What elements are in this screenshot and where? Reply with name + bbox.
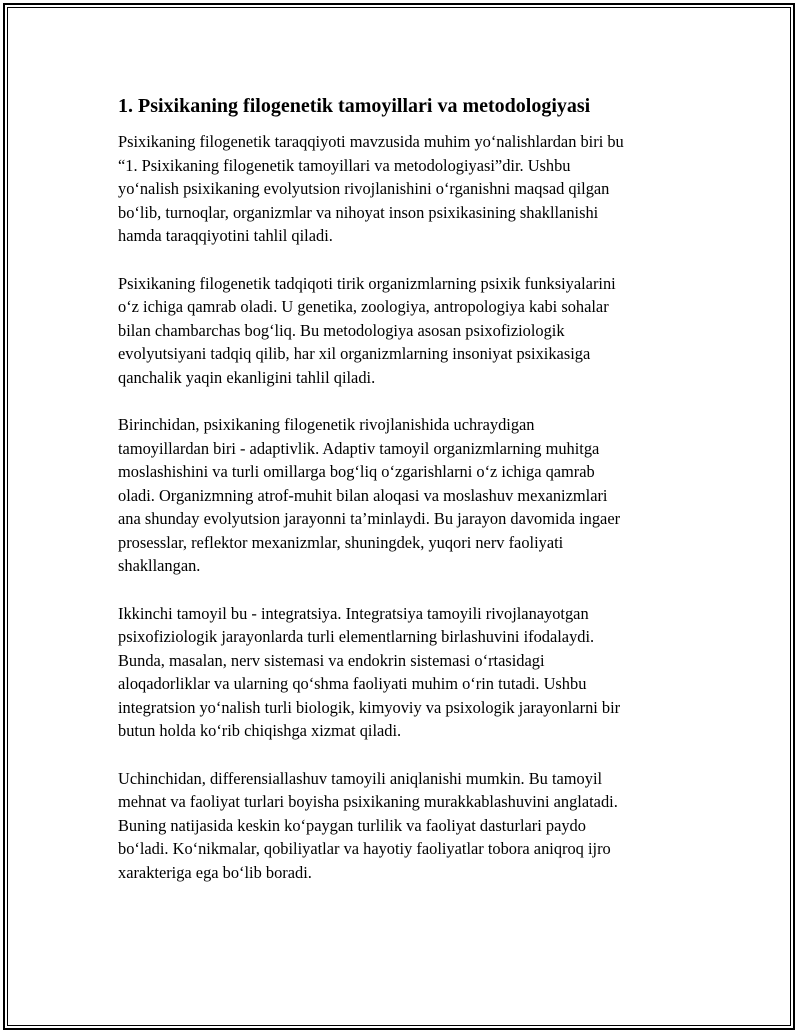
- text-line: o‘z ichiga qamrab oladi. U genetika, zoologiya, antropologiya kabi sohalar: [118, 297, 609, 316]
- text-line: aloqadorliklar va ularning qo‘shma faoliyati muhim o‘rin tutadi. Ushbu: [118, 674, 587, 693]
- text-line: Psixikaning filogenetik taraqqiyoti mavzusida muhim yo‘nalishlardan biri bu: [118, 132, 624, 151]
- text-line: qanchalik yaqin ekanligini tahlil qiladi.: [118, 367, 376, 387]
- text-line: tamoyillardan biri - adaptivlik. Adaptiv tamoyil organizmlarning muhitga: [118, 438, 600, 458]
- document-body: [118, 94, 688, 908]
- text-line: Psixikaning filogenetik tadqiqoti tirik organizmlarning psixik funksiyalarini: [118, 273, 616, 293]
- text-line: Birinchidan, psixikaning filogenetik rivojlanishida uchraydigan: [118, 415, 535, 434]
- paragraph-3: [118, 413, 688, 578]
- text-line: hamda taraqqiyotini tahlil qiladi.: [118, 226, 333, 245]
- text-line: bilan chambarchas bog‘liq. Bu metodologiya asosan psixofiziologik: [118, 320, 565, 340]
- text-line: ana shunday evolyutsion jarayonni ta’minlaydi. Bu jarayon davomida ingaer: [118, 509, 621, 528]
- text-line: Ikkinchi tamoyil bu - integratsiya. Integratsiya tamoyili rivojlanayotgan: [118, 603, 589, 623]
- text-line: “1. Psixikaning filogenetik tamoyillari va metodologiyasi”dir. Ushbu: [118, 155, 571, 175]
- paragraph-5: [118, 767, 688, 885]
- text-line: oladi. Organizmning atrof-muhit bilan aloqasi va moslashuv mexanizmlari: [118, 485, 608, 505]
- text-line: xarakteriga ega bo‘lib boradi.: [118, 862, 312, 882]
- paragraph-1: [118, 130, 688, 248]
- text-line: integratsion yo‘nalish turli biologik, kimyoviy va psixologik jarayonlarni bir: [118, 697, 621, 717]
- paragraph-2: [118, 272, 688, 390]
- paragraph-4: [118, 602, 688, 743]
- text-line: shakllangan.: [118, 556, 201, 575]
- text-line: Uchinchidan, differensiallashuv tamoyili aniqlanishi mumkin. Bu tamoyil: [118, 768, 603, 788]
- document-title: 1. Psixikaning filogenetik tamoyillari va metodologiyasi: [118, 95, 591, 117]
- text-line: Buning natijasida keskin ko‘paygan turlilik va faoliyat dasturlari paydo: [118, 815, 586, 835]
- text-line: moslashishini va turli omillarga bog‘liq o‘zgarishlarni o‘z ichiga qamrab: [118, 462, 595, 481]
- text-line: Bunda, masalan, nerv sistemasi va endokrin sistemasi o‘rtasidagi: [118, 650, 545, 670]
- text-line: mehnat va faoliyat turlari boyisha psixikaning murakkablashuvini anglatadi.: [118, 792, 618, 811]
- text-line: butun holda ko‘rib chiqishga xizmat qiladi.: [118, 721, 402, 740]
- text-line: prosesslar, reflektor mexanizmlar, shuningdek, yuqori nerv faoliyati: [118, 532, 564, 552]
- text-line: evolyutsiyani tadqiq qilib, har xil organizmlarning insoniyat psixikasiga: [118, 344, 591, 363]
- text-line: bo‘lib, turnoqlar, organizmlar va nihoyat inson psixikasining shakllanishi: [118, 202, 599, 222]
- text-line: psixofiziologik jarayonlarda turli elementlarning birlashuvini ifodalaydi.: [118, 627, 595, 646]
- text-line: yo‘nalish psixikaning evolyutsion rivojlanishini o‘rganishni maqsad qilgan: [118, 179, 610, 198]
- text-line: bo‘ladi. Ko‘nikmalar, qobiliyatlar va hayotiy faoliyatlar tobora aniqroq ijro: [118, 839, 611, 858]
